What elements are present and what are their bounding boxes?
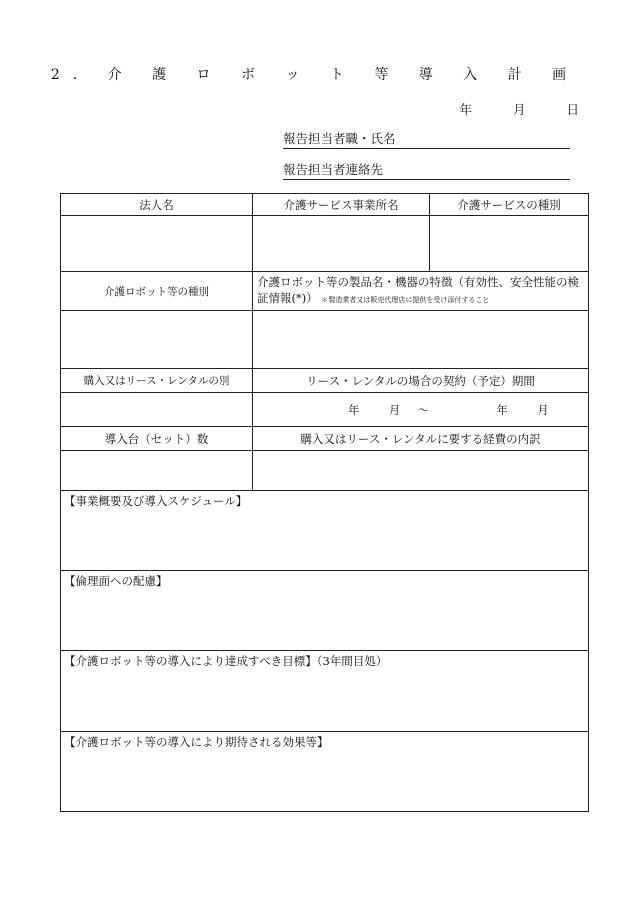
product-desc-note: ＊製造業者又は販売代理店に提供を受け添付すること: [321, 296, 490, 304]
reporter-contact-label: 報告担当者連絡先: [283, 162, 384, 177]
overview-section[interactable]: [61, 491, 589, 571]
corp-name-header: 法人名: [61, 194, 253, 216]
office-name-input[interactable]: [253, 216, 430, 272]
cost-breakdown-input[interactable]: [253, 451, 589, 491]
page-title: 2. 介 護 ロ ボ ッ ト 等 導 入 計 画: [50, 67, 580, 83]
ethics-section-label: 【倫理面への配慮】: [64, 574, 168, 588]
goal-section-label: 【介護ロボット等の導入により達成すべき目標】（3年間目処）: [64, 654, 388, 668]
reporter-contact-field[interactable]: [283, 162, 570, 180]
cost-breakdown-header: 購入又はリース・レンタルに要する経費の内訳: [253, 427, 589, 451]
date-month-label: 月: [513, 102, 527, 117]
service-type-header: 介護サービスの種別: [430, 194, 589, 216]
product-desc-text: 介護ロボット等の製品名・機器の特徴（有効性、安全性能の検証情報(*)）: [257, 275, 579, 305]
date-line: [460, 100, 580, 118]
corp-name-input[interactable]: [61, 216, 253, 272]
product-desc-header: [253, 272, 589, 311]
ethics-section[interactable]: [61, 571, 589, 651]
reporter-name-label: 報告担当者職・氏名: [283, 131, 396, 146]
date-year-label: 年: [459, 102, 474, 117]
units-header: 導入台（セット）数: [61, 427, 253, 451]
period-tilde: ～: [417, 402, 430, 417]
product-desc-input[interactable]: [253, 311, 589, 369]
date-day-label: 日: [566, 102, 580, 117]
goal-section[interactable]: [61, 651, 589, 732]
reporter-name-field[interactable]: [283, 131, 570, 149]
purchase-lease-header: 購入又はリース・レンタルの別: [61, 369, 253, 393]
units-input[interactable]: [61, 451, 253, 491]
overview-section-label: 【事業概要及び導入スケジュール】: [64, 494, 248, 508]
period-month2-label: 月: [537, 402, 549, 417]
effect-section[interactable]: [61, 732, 589, 812]
plan-form-table: [60, 193, 589, 812]
period-month1-label: 月: [388, 402, 401, 417]
period-year1-label: 年: [347, 402, 360, 417]
office-name-header: 介護サービス事業所名: [253, 194, 430, 216]
lease-period-input[interactable]: [253, 393, 589, 427]
purchase-lease-input[interactable]: [61, 393, 253, 427]
lease-period-header: リース・レンタルの場合の契約（予定）期間: [253, 369, 589, 393]
service-type-input[interactable]: [430, 216, 589, 272]
period-year2-label: 年: [496, 402, 508, 417]
robot-type-header: 介護ロボット等の種別: [61, 272, 253, 311]
effect-section-label: 【介護ロボット等の導入により期待される効果等】: [64, 735, 329, 749]
robot-type-input[interactable]: [61, 311, 253, 369]
